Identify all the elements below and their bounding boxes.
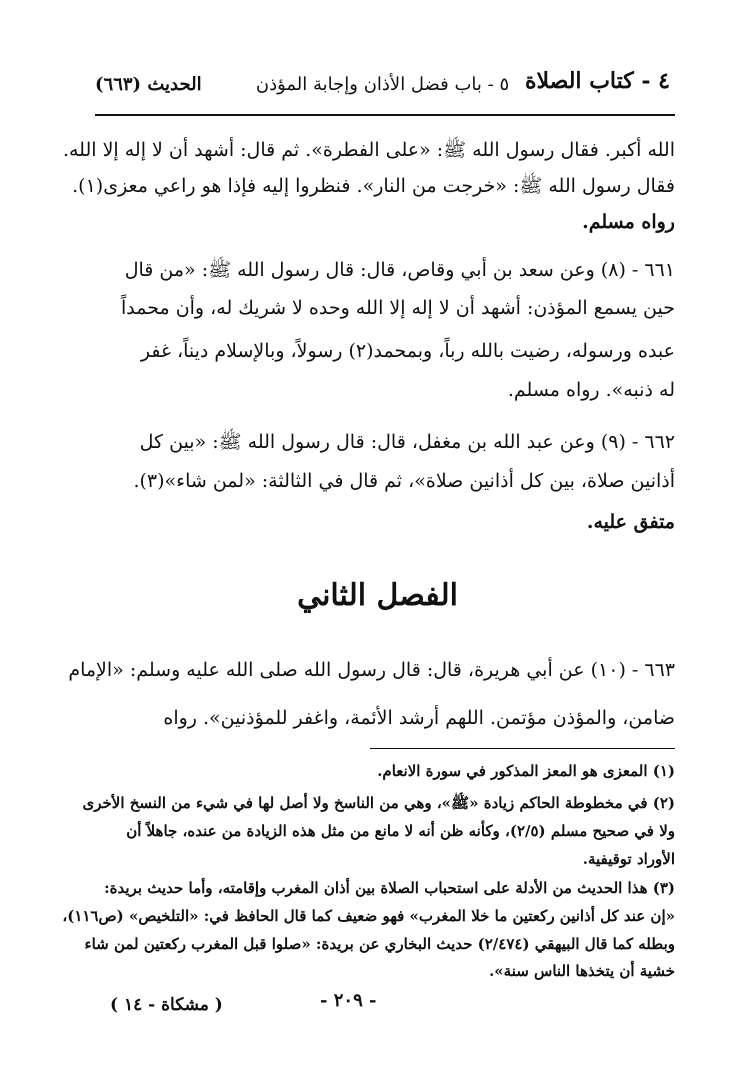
hadith-number-label: الحديث (٦٦٣) (95, 74, 202, 95)
section-title: الفصل الثاني (297, 578, 458, 613)
text-line: عبده ورسوله، رضيت بالله رباً، وبمحمد(٢) رسولاً، وبالإسلام ديناً، غفر (140, 340, 675, 362)
header-divider (95, 114, 675, 116)
page-number: - ٢٠٩ - (320, 990, 377, 1011)
page-header (95, 68, 670, 108)
footnote-line: خشية أن يتخذها الناس سنة». (489, 962, 675, 980)
text-line: ٦٦٢ - (٩) وعن عبد الله بن مغفل، قال: قال رسول الله ﷺ: «بين كل (139, 431, 675, 453)
footnote-line: وبطله كما قال البيهقي (٢/٤٧٤) حديث البخاري عن بريدة: «صلوا قبل المغرب ركعتين لمن شاء (84, 935, 675, 953)
text-line: حين يسمع المؤذن: أشهد أن لا إله إلا الله وحده لا شريك له، وأن محمداً (120, 297, 675, 319)
text-line: ٦٦٣ - (١٠) عن أبي هريرة، قال: قال رسول الله صلى الله عليه وسلم: «الإمام (68, 659, 675, 681)
text-line: الله أكبر. فقال رسول الله ﷺ: «على الفطرة». ثم قال: أشهد أن لا إله إلا الله. (62, 139, 675, 161)
footnote-line: (٣) هذا الحديث من الأدلة على استحباب الصلاة بين أذان المغرب وإقامته، وأما حديث بريدة: (104, 879, 675, 897)
text-line: رواه مسلم. (582, 211, 675, 233)
footnote-line: الأوراد توقيفية. (582, 850, 675, 868)
footnote-divider (370, 748, 675, 749)
text-line: أذانين صلاة، بين كل أذانين صلاة»، ثم قال في الثالثة: «لمن شاء»(٣). (133, 470, 675, 492)
footnote-line: (٢) في مخطوطة الحاكم زيادة «ﷺ»، وهي من الناسخ ولا أصل لها في شيء من النسخ الأخرى (82, 794, 675, 812)
text-line: متفق عليه. (586, 511, 675, 533)
text-line: له ذنبه». رواه مسلم. (507, 379, 675, 401)
section-heading: ٥ - باب فضل الأذان وإجابة المؤذن (255, 74, 510, 95)
text-line: ضامن، والمؤذن مؤتمن. اللهم أرشد الأئمة، واغفر للمؤذنين». رواه (163, 707, 675, 729)
signature-mark: ( مشكاة - ١٤ ) (110, 995, 223, 1015)
text-line: فقال رسول الله ﷺ: «خرجت من النار». فنظروا إليه فإذا هو راعي معزى(١). (72, 175, 675, 197)
book-chapter-title: ٤ - كتاب الصلاة (524, 68, 670, 94)
footnote-line: ولا في صحيح مسلم (٢/٥)، وكأنه ظن أنه لا مانع من مثل هذه الزيادة من عنده، جاهلاً أن (126, 822, 675, 840)
text-line: ٦٦١ - (٨) وعن سعد بن أبي وقاص، قال: قال رسول الله ﷺ: «من قال (124, 259, 675, 281)
footnote-line: (١) المعزى هو المعز المذكور في سورة الانعام. (377, 762, 675, 780)
footnote-line: «إن عند كل أذانين ركعتين ما خلا المغرب» فهو ضعيف كما قال الحافظ في: «التلخيص» (ص١١٦)، (62, 907, 675, 925)
